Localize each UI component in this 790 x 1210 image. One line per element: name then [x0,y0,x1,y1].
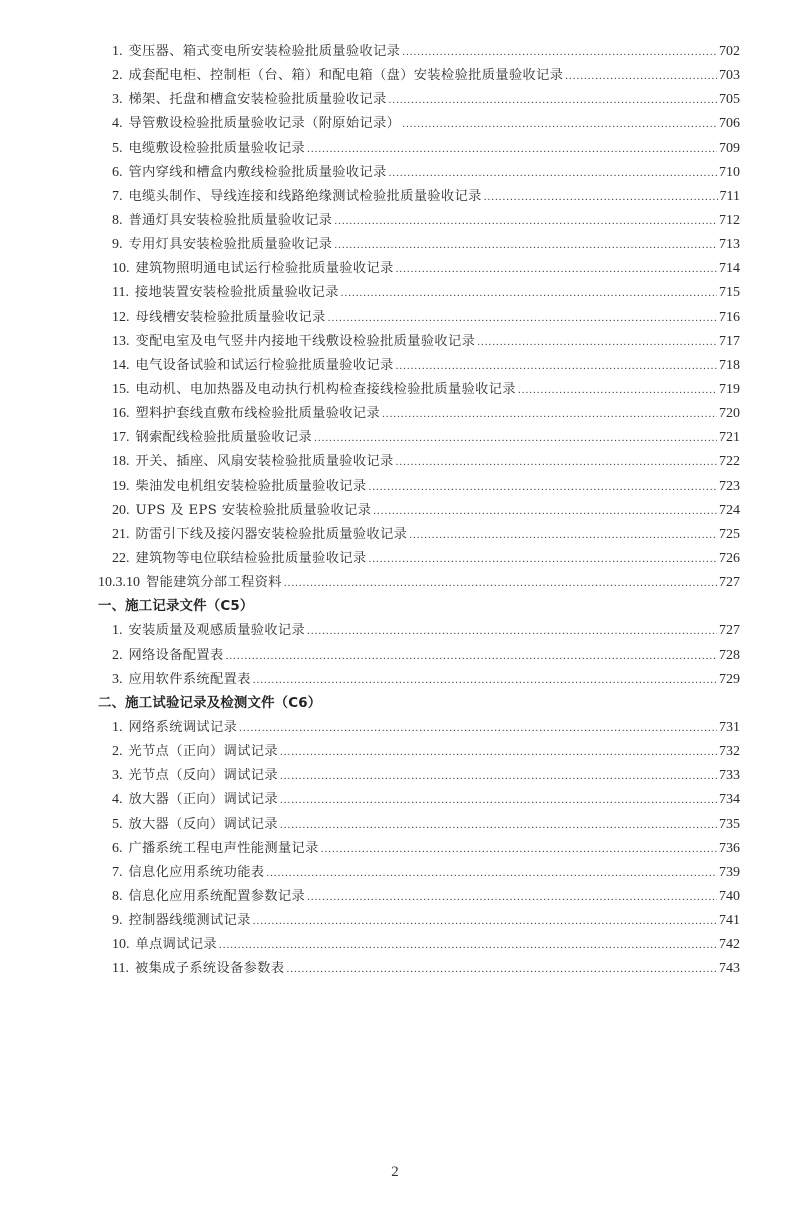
toc-entry-number: 3. [112,671,123,687]
toc-entry-title: 专用灯具安装检验批质量验收记录 [128,237,333,253]
toc-entry-page: 731 [719,719,740,735]
toc-entry-title: 接地装置安装检验批质量验收记录 [134,285,339,301]
toc-entry-number: 14. [112,357,130,373]
toc-entry[interactable] [0,330,790,354]
dot-leader [284,571,717,595]
toc-entry-number: 22. [112,550,130,566]
toc-entry-title: 光节点（反向）调试记录 [128,768,278,784]
toc-entry-title: UPS 及 EPS 安装检验批质量验收记录 [135,502,372,518]
toc-entry[interactable] [0,933,790,957]
toc-entry[interactable] [0,378,790,402]
toc-entry[interactable] [0,233,790,257]
toc-entry-title: 建筑物等电位联结检验批质量验收记录 [135,550,367,566]
toc-entry-number: 12. [112,309,130,325]
toc-entry[interactable] [0,185,790,209]
toc-entry-number: 1. [112,623,123,639]
toc-entry-number: 6. [112,164,123,180]
toc-entry-title: 电缆敷设检验批质量验收记录 [128,140,306,156]
toc-entry-page: 715 [719,285,740,301]
dot-leader [369,475,718,499]
toc-entry-page: 740 [719,888,740,904]
dot-leader [334,233,717,257]
toc-entry-number: 3. [112,768,123,784]
toc-entry-page: 725 [719,526,740,542]
toc-entry[interactable] [0,402,790,426]
toc-entry[interactable] [0,523,790,547]
toc-entry[interactable] [0,426,790,450]
toc-entry-page: 706 [719,116,740,132]
toc-entry-number: 10. [112,937,130,953]
dot-leader [518,378,717,402]
toc-entry-title: 信息化应用系统配置参数记录 [128,888,306,904]
toc-entry-page: 716 [719,309,740,325]
dot-leader [280,788,717,812]
toc-entry-number: 20. [112,502,130,518]
toc-entry-page: 735 [719,816,740,832]
toc-entry-page: 734 [719,792,740,808]
toc-entry-page: 733 [719,768,740,784]
toc-entry[interactable] [0,909,790,933]
dot-leader [484,185,718,209]
dot-leader [373,499,717,523]
dot-leader [396,450,717,474]
dot-leader [341,281,717,305]
toc-entry-number: 16. [112,406,130,422]
toc-entry[interactable] [0,861,790,885]
dot-leader [369,547,718,571]
toc-entry-title: 控制器线缆测试记录 [128,913,251,929]
toc-entry-page: 739 [719,864,740,880]
toc-entry-title: 应用软件系统配置表 [128,671,251,687]
toc-entry-number: 21. [112,526,130,542]
toc-entry-number: 3. [112,92,123,108]
toc-entry[interactable] [0,764,790,788]
toc-entry-page: 710 [719,164,740,180]
toc-entry-number: 9. [112,913,123,929]
toc-entry[interactable] [0,885,790,909]
toc-entry[interactable] [0,644,790,668]
toc-entry-title: 防雷引下线及接闪器安装检验批质量验收记录 [135,526,408,542]
toc-entry-page: 703 [719,68,740,84]
toc-entry-number: 11. [112,961,129,977]
toc-entry-title: 光节点（正向）调试记录 [128,744,278,760]
toc-entry-page: 721 [719,430,740,446]
toc-entry-title: 电缆头制作、导线连接和线路绝缘测试检验批质量验收记录 [128,188,482,204]
toc-entry-number: 17. [112,430,130,446]
toc-entry-number: 7. [112,188,123,204]
toc-entry[interactable] [0,137,790,161]
toc-entry-title: 广播系统工程电声性能测量记录 [128,840,319,856]
dot-leader [307,137,717,161]
toc-entry[interactable] [0,499,790,523]
toc-group-electrical [0,40,790,571]
dot-leader [253,668,717,692]
dot-leader [382,402,717,426]
toc-entry-title: 管内穿线和槽盒内敷线检验批质量验收记录 [128,164,387,180]
dot-leader [307,619,717,643]
toc-entry[interactable] [0,64,790,88]
toc-heading-c5 [0,595,790,619]
table-of-contents [0,40,790,981]
dot-leader [314,426,717,450]
toc-entry-title: 普通灯具安装检验批质量验收记录 [128,212,333,228]
toc-entry-title: 安装质量及观感质量验收记录 [128,623,306,639]
dot-leader [286,957,717,981]
toc-entry-title: 柴油发电机组安装检验批质量验收记录 [135,478,367,494]
dot-leader [280,813,717,837]
dot-leader [321,837,717,861]
toc-entry-number: 1. [112,44,123,59]
toc-group-c5 [0,619,790,691]
dot-leader [226,644,717,668]
dot-leader [266,861,717,885]
toc-entry-title: 母线槽安装检验批质量验收记录 [135,309,326,325]
toc-entry-title: 变配电室及电气竖井内接地干线敷设检验批质量验收记录 [135,333,476,349]
toc-entry-page: 723 [719,478,740,494]
toc-entry-number: 7. [112,864,123,880]
toc-entry-page: 717 [719,333,740,349]
dot-leader [565,64,717,88]
toc-entry-number: 10. [112,261,130,277]
toc-entry-page: 709 [719,140,740,156]
dot-leader [389,161,717,185]
toc-entry[interactable] [0,40,790,64]
toc-entry[interactable] [0,813,790,837]
dot-leader [280,740,717,764]
toc-entry-number: 13. [112,333,130,349]
toc-entry-number: 15. [112,381,130,397]
toc-entry-title: 放大器（正向）调试记录 [128,792,278,808]
dot-leader [396,257,717,281]
toc-heading-title: 二、施工试验记录及检测文件（C6） [98,695,322,711]
toc-entry-title: 单点调试记录 [135,937,218,953]
toc-entry[interactable] [0,619,790,643]
toc-entry-page: 702 [719,44,740,59]
dot-leader [253,909,717,933]
toc-entry-number: 8. [112,212,123,228]
toc-entry[interactable] [0,668,790,692]
toc-entry-title: 成套配电柜、控制柜（台、箱）和配电箱（盘）安装检验批质量验收记录 [128,68,564,84]
toc-entry[interactable] [0,716,790,740]
toc-entry-title: 开关、插座、风扇安装检验批质量验收记录 [135,454,394,470]
toc-entry-number: 18. [112,454,130,470]
toc-entry[interactable] [0,306,790,330]
dot-leader [402,40,717,64]
dot-leader [280,764,717,788]
toc-heading-c6 [0,692,790,716]
toc-entry-section[interactable] [0,571,790,595]
toc-entry-number: 2. [112,68,123,84]
dot-leader [477,330,717,354]
toc-entry-title: 梯架、托盘和槽盒安装检验批质量验收记录 [128,92,387,108]
toc-entry[interactable] [0,475,790,499]
toc-entry-title: 导管敷设检验批质量验收记录（附原始记录） [128,116,401,132]
toc-entry-title: 网络设备配置表 [128,647,224,663]
toc-entry[interactable] [0,161,790,185]
toc-entry-page: 729 [719,671,740,687]
toc-entry-page: 728 [719,647,740,663]
toc-entry-number: 4. [112,792,123,808]
toc-group-c6 [0,716,790,982]
toc-entry-number: 10.3.10 [98,575,140,591]
toc-entry[interactable] [0,354,790,378]
toc-entry-page: 711 [719,188,740,204]
toc-entry-number: 2. [112,744,123,760]
toc-entry-page: 719 [719,381,740,397]
toc-entry-page: 742 [719,937,740,953]
dot-leader [402,112,717,136]
toc-entry-page: 726 [719,550,740,566]
toc-entry-title: 信息化应用系统功能表 [128,864,265,880]
toc-entry-number: 4. [112,116,123,132]
toc-entry-title: 智能建筑分部工程资料 [146,575,282,591]
toc-entry-number: 9. [112,237,123,253]
toc-entry-page: 713 [719,237,740,253]
toc-entry-title: 变压器、箱式变电所安装检验批质量验收记录 [128,44,401,59]
toc-entry[interactable] [0,450,790,474]
toc-entry-page: 714 [719,261,740,277]
toc-entry-number: 19. [112,478,130,494]
toc-entry-number: 11. [112,285,129,301]
toc-entry-page: 741 [719,913,740,929]
toc-entry-page: 705 [719,92,740,108]
toc-entry[interactable] [0,88,790,112]
toc-entry-title: 钢索配线检验批质量验收记录 [135,430,313,446]
toc-entry-page: 718 [719,357,740,373]
toc-entry[interactable] [0,740,790,764]
toc-entry-number: 5. [112,816,123,832]
toc-entry[interactable] [0,547,790,571]
toc-entry-page: 736 [719,840,740,856]
toc-entry[interactable] [0,957,790,981]
dot-leader [409,523,717,547]
toc-entry-page: 712 [719,212,740,228]
toc-entry-title: 塑料护套线直敷布线检验批质量验收记录 [135,406,381,422]
toc-heading-title: 一、施工记录文件（C5） [98,599,254,615]
toc-entry-title: 建筑物照明通电试运行检验批质量验收记录 [135,261,394,277]
dot-leader [219,933,717,957]
dot-leader [239,716,717,740]
toc-entry-page: 720 [719,406,740,422]
toc-entry-number: 1. [112,719,123,735]
toc-entry[interactable] [0,209,790,233]
toc-entry-title: 放大器（反向）调试记录 [128,816,278,832]
toc-entry[interactable] [0,281,790,305]
toc-entry-page: 722 [719,454,740,470]
toc-entry-number: 5. [112,140,123,156]
toc-entry[interactable] [0,112,790,136]
toc-entry-number: 8. [112,888,123,904]
toc-entry-page: 724 [719,502,740,518]
toc-entry-number: 6. [112,840,123,856]
toc-entry-page: 727 [719,623,740,639]
toc-entry-title: 网络系统调试记录 [128,719,238,735]
dot-leader [328,306,717,330]
dot-leader [389,88,717,112]
dot-leader [334,209,717,233]
toc-entry[interactable] [0,257,790,281]
toc-entry-title: 电动机、电加热器及电动执行机构检查接线检验批质量验收记录 [135,381,516,397]
toc-entry-page: 743 [719,961,740,977]
toc-entry-page: 727 [719,575,740,591]
toc-entry[interactable] [0,837,790,861]
toc-entry-number: 2. [112,647,123,663]
toc-entry-title: 被集成子系统设备参数表 [134,961,285,977]
toc-entry[interactable] [0,788,790,812]
toc-entry-title: 电气设备试验和试运行检验批质量验收记录 [135,357,394,373]
toc-entry-page: 732 [719,744,740,760]
dot-leader [396,354,717,378]
dot-leader [307,885,717,909]
page-number: 2 [391,1164,399,1180]
